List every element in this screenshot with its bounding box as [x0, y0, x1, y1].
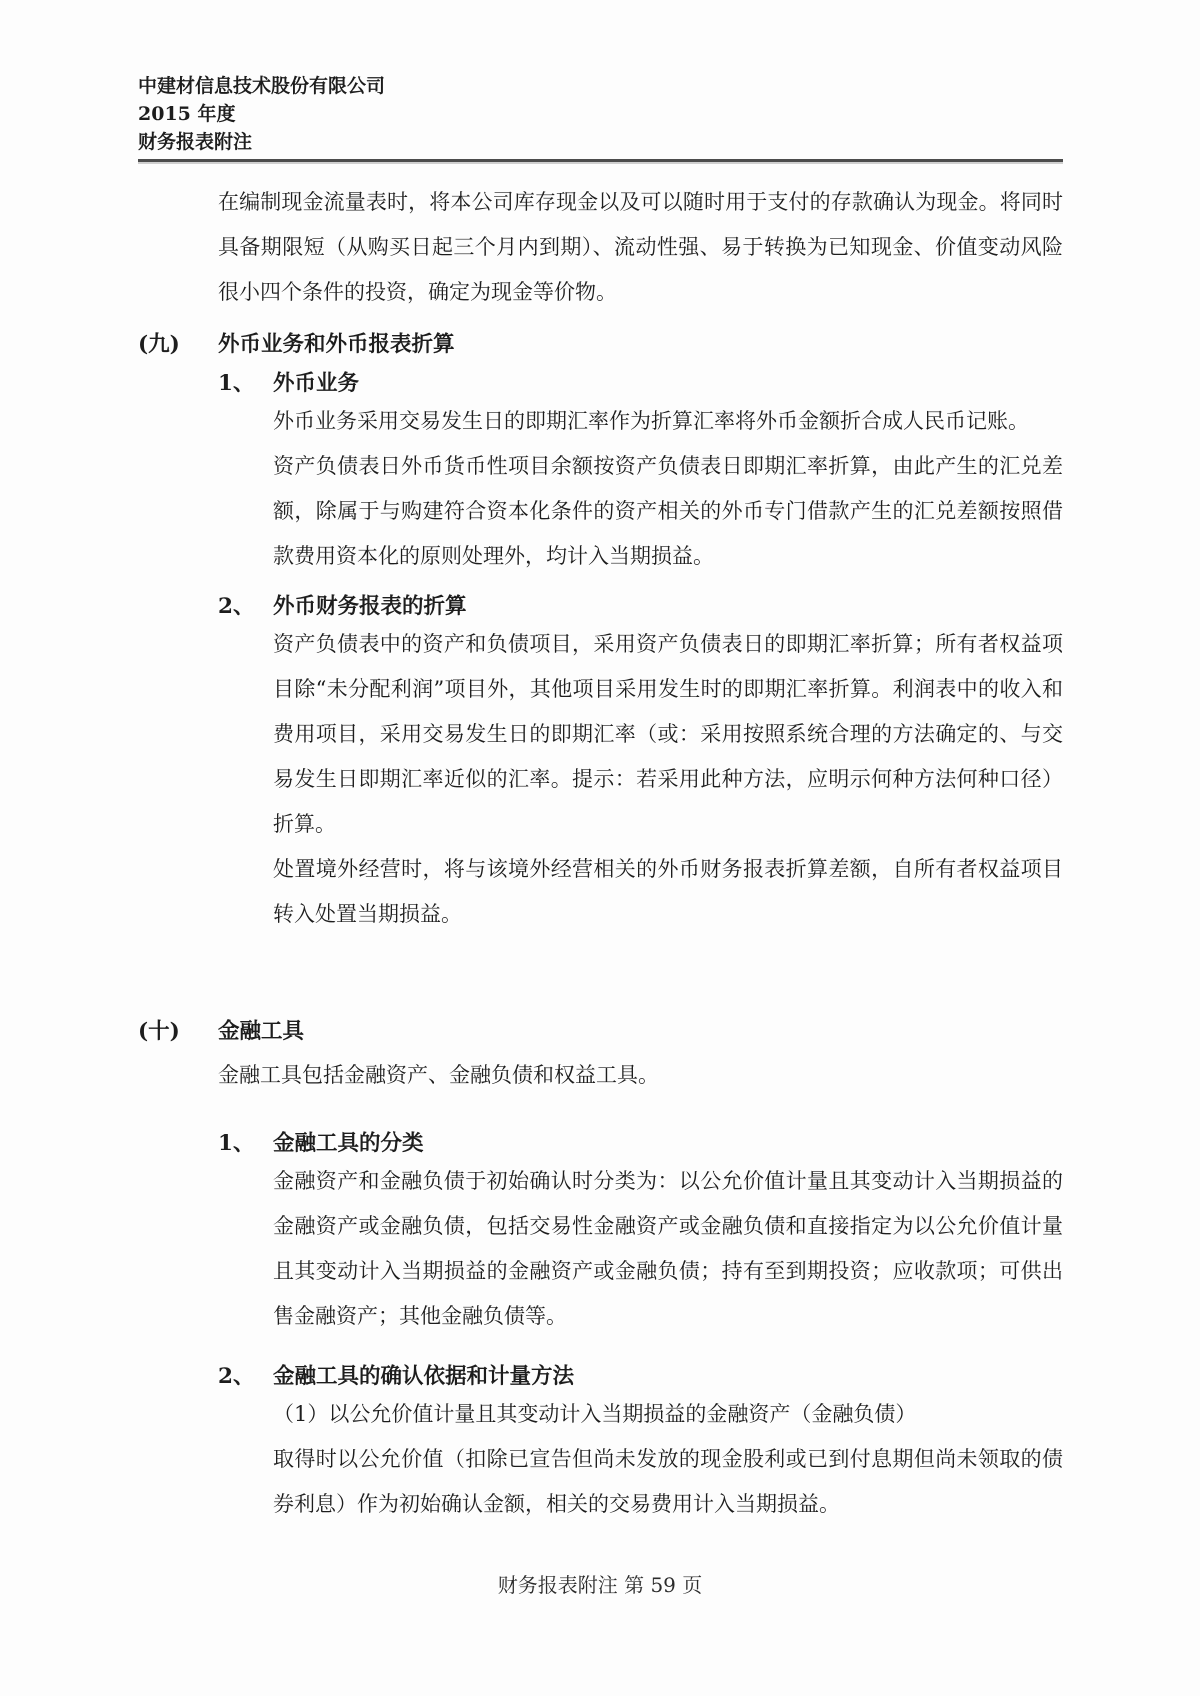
header-divider: [138, 159, 1063, 162]
paragraph-foreign-currency-2: 资产负债表日外币货币性项目余额按资产负债表日即期汇率折算，由此产生的汇兑差额，除属于与购建符合资本化条件的资产相关的外币专门借款产生的汇兑差额按照借款费用资本化的原则处理外，均计入当期损益。: [273, 454, 1063, 568]
section-10-label: (十): [138, 1019, 180, 1044]
paragraph-fi-measurement-2: 取得时以公允价值（扣除已宣告但尚未发放的现金股利或已到付息期但尚未领取的债券利息）作为初始确认金额，相关的交易费用计入当期损益。: [273, 1447, 1063, 1516]
document-header: [138, 0, 1063, 162]
document-title: 财务报表附注: [138, 131, 253, 153]
section-10-title: 金融工具: [218, 1019, 305, 1044]
paragraph-fx-statement-translation-2: 处置境外经营时，将与该境外经营相关的外币财务报表折算差额，自所有者权益项目转入处置当期损益。: [273, 857, 1063, 926]
section-9-item-2-heading: [218, 592, 1063, 622]
section-10-item-1-title: 金融工具的分类: [273, 1131, 424, 1156]
paragraph-cash-equivalents: 在编制现金流量表时，将本公司库存现金以及可以随时用于支付的存款确认为现金。将同时具备期限短（从购买日起三个月内到期）、流动性强、易于转换为已知现金、价值变动风险很小四个条件的投资，确定为现金等价物。: [218, 190, 1063, 304]
paragraph-fx-statement-translation-1: 资产负债表中的资产和负债项目，采用资产负债表日的即期汇率折算；所有者权益项目除“未分配利润”项目外，其他项目采用发生时的即期汇率折算。利润表中的收入和费用项目，采用交易发生日的即期汇率（或：采用按照系统合理的方法确定的、与交易发生日即期汇率近似的汇率。提示：若采用此种方法，应明示何种方法何种口径）折算。: [273, 632, 1063, 836]
paragraph-financial-instruments-intro: 金融工具包括金融资产、金融负债和权益工具。: [218, 1063, 659, 1087]
section-9-label: (九): [138, 332, 180, 357]
fiscal-year: 2015 年度: [138, 103, 236, 125]
section-9-item-2-number: 2、: [218, 594, 255, 619]
section-9-title: 外币业务和外币报表折算: [218, 332, 455, 357]
section-10-heading: [138, 1017, 1063, 1047]
document-body: [138, 180, 1063, 1527]
section-9-item-1-heading: [218, 369, 1063, 399]
footer-page-label: 财务报表附注 第 59 页: [497, 1573, 703, 1597]
section-9-item-2-title: 外币财务报表的折算: [273, 594, 467, 619]
company-name: 中建材信息技术股份有限公司: [138, 75, 386, 97]
paragraph-foreign-currency-1: 外币业务采用交易发生日的即期汇率作为折算汇率将外币金额折合成人民币记账。: [273, 409, 1029, 433]
section-10-item-1-heading: [218, 1129, 1063, 1159]
section-9-heading: [138, 330, 1063, 360]
section-10-item-2-heading: [218, 1362, 1063, 1392]
section-9-item-1-title: 外币业务: [273, 371, 360, 396]
page-footer: [0, 1572, 1200, 1598]
section-10-item-1-number: 1、: [218, 1131, 255, 1156]
paragraph-fi-measurement-1: （1）以公允价值计量且其变动计入当期损益的金融资产（金融负债）: [273, 1402, 917, 1426]
section-10-item-2-number: 2、: [218, 1364, 255, 1389]
section-9-item-1-number: 1、: [218, 371, 255, 396]
section-10-item-2-title: 金融工具的确认依据和计量方法: [273, 1364, 575, 1389]
paragraph-fi-classification: 金融资产和金融负债于初始确认时分类为：以公允价值计量且其变动计入当期损益的金融资产或金融负债，包括交易性金融资产或金融负债和直接指定为以公允价值计量且其变动计入当期损益的金融资产或金融负债；持有至到期投资；应收款项；可供出售金融资产；其他金融负债等。: [273, 1169, 1063, 1328]
